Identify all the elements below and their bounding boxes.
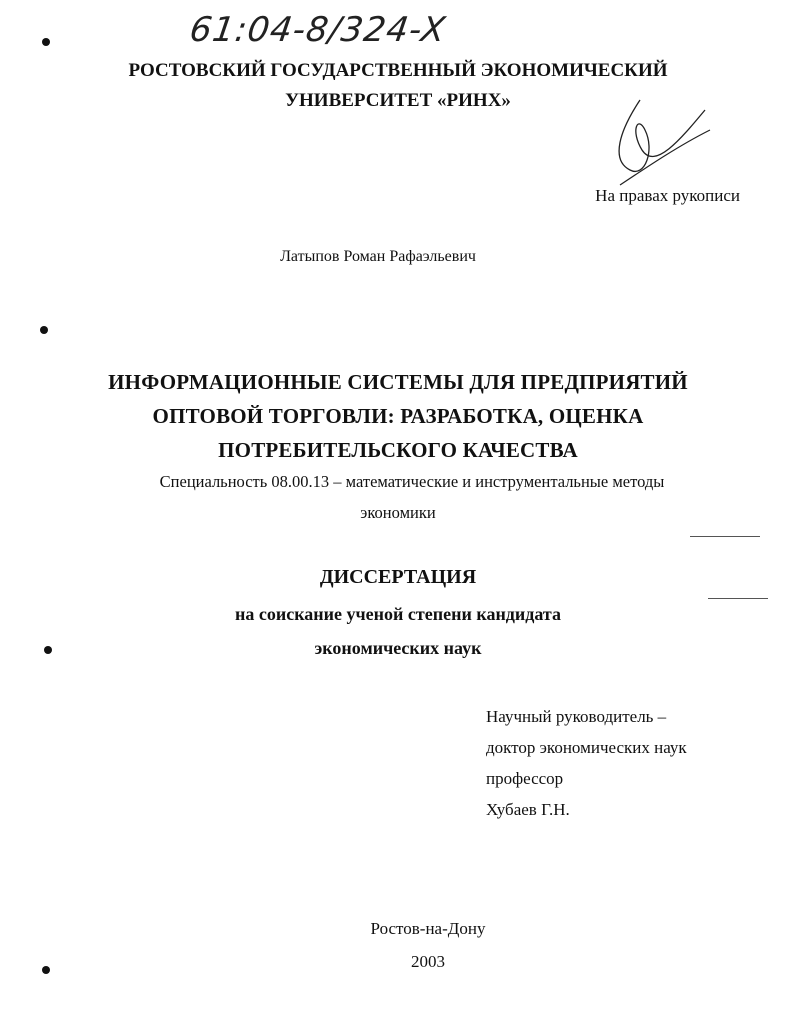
advisor-name: Хубаев Г.Н. bbox=[486, 800, 570, 819]
thesis-title-line3: ПОТРЕБИТЕЛЬСКОГО КАЧЕСТВА bbox=[218, 438, 578, 462]
manuscript-rights-note: На правах рукописи bbox=[595, 186, 740, 205]
advisor-label: Научный руководитель – bbox=[486, 707, 667, 726]
signature bbox=[600, 90, 720, 190]
advisor-title: профессор bbox=[486, 769, 564, 788]
year: 2003 bbox=[411, 952, 445, 971]
university-name-line2: УНИВЕРСИТЕТ «РИНХ» bbox=[285, 90, 511, 111]
advisor-degree: доктор экономических наук bbox=[486, 738, 687, 757]
author-name: Латыпов Роман Рафаэльевич bbox=[280, 248, 476, 265]
specialty-line1: Специальность 08.00.13 – математические и инструментальные методы bbox=[159, 472, 665, 491]
dissertation-heading: ДИССЕРТАЦИЯ bbox=[319, 566, 477, 588]
scan-mark bbox=[690, 536, 760, 537]
thesis-title-line1: ИНФОРМАЦИОННЫЕ СИСТЕМЫ ДЛЯ ПРЕДПРИЯТИЙ bbox=[108, 370, 688, 394]
handwritten-archive-code: 61:04-8/324-X bbox=[187, 10, 449, 50]
binder-hole-icon bbox=[40, 326, 48, 334]
binder-hole-icon bbox=[42, 38, 50, 46]
specialty-line2: экономики bbox=[360, 503, 436, 522]
thesis-title-line2: ОПТОВОЙ ТОРГОВЛИ: РАЗРАБОТКА, ОЦЕНКА bbox=[152, 404, 644, 428]
city: Ростов-на-Дону bbox=[370, 919, 486, 938]
degree-line1: на соискание ученой степени кандидата bbox=[234, 604, 561, 624]
university-name-line1: РОСТОВСКИЙ ГОСУДАРСТВЕННЫЙ ЭКОНОМИЧЕСКИЙ bbox=[128, 60, 668, 81]
degree-line2: экономических наук bbox=[314, 638, 482, 658]
